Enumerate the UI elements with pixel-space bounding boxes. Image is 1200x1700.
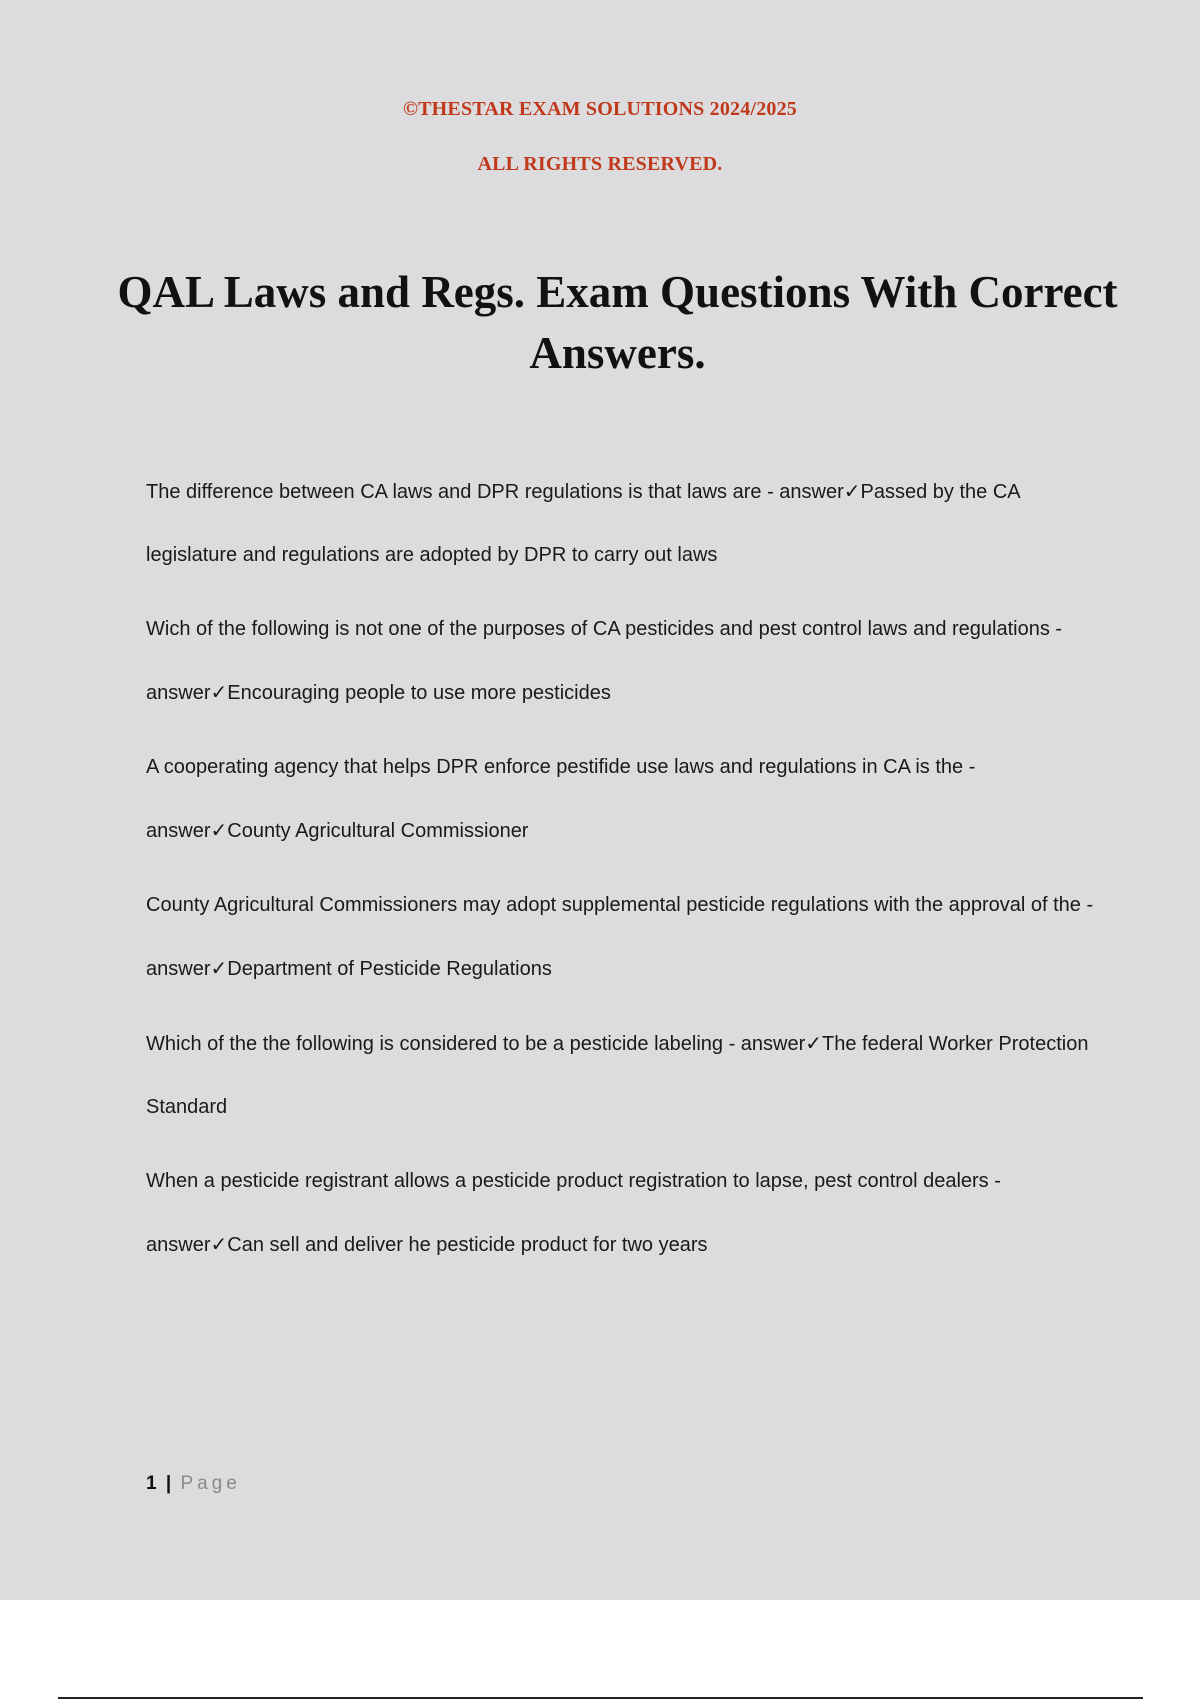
copyright-header: ©THESTAR EXAM SOLUTIONS 2024/2025 bbox=[402, 98, 797, 120]
question-text: The difference between CA laws and DPR regulations is that laws are - answer bbox=[146, 481, 844, 503]
qa-item bbox=[146, 874, 1106, 1001]
qa-item bbox=[146, 736, 1106, 863]
checkmark-icon: ✓ bbox=[210, 956, 228, 980]
document-title: QAL Laws and Regs. Exam Questions With Correct Answers. bbox=[117, 267, 1118, 378]
question-text: When a pesticide registrant allows a pesticide product registration to lapse, pest control dealers - answer bbox=[146, 1170, 1001, 1256]
rights-reserved-header: ALL RIGHTS RESERVED. bbox=[477, 153, 723, 175]
answer-text: The federal Worker Protection Standard bbox=[146, 1033, 1089, 1118]
qa-item bbox=[146, 1150, 1106, 1277]
checkmark-icon: ✓ bbox=[210, 680, 228, 704]
answer-text: Passed by the CA legislature and regulations are adopted by DPR to carry out laws bbox=[146, 481, 1020, 566]
qa-item bbox=[146, 598, 1106, 725]
question-text: Which of the the following is considered to be a pesticide labeling - answer bbox=[146, 1033, 806, 1055]
checkmark-icon: ✓ bbox=[843, 479, 861, 503]
page-number: 1 bbox=[146, 1473, 157, 1494]
page-label: Page bbox=[180, 1473, 241, 1494]
answer-text: Can sell and deliver he pesticide product for two years bbox=[227, 1234, 708, 1256]
bottom-divider bbox=[58, 1697, 1143, 1699]
question-answer-list bbox=[146, 460, 1106, 1288]
qa-item bbox=[146, 460, 1106, 587]
question-text: Wich of the following is not one of the purposes of CA pesticides and pest control laws and regulations - answer bbox=[146, 618, 1063, 704]
checkmark-icon: ✓ bbox=[210, 818, 228, 842]
answer-text: Encouraging people to use more pesticides bbox=[227, 682, 611, 704]
checkmark-icon: ✓ bbox=[210, 1232, 228, 1256]
footer-separator: | bbox=[165, 1473, 172, 1494]
qa-item bbox=[146, 1012, 1106, 1139]
answer-text: County Agricultural Commissioner bbox=[227, 820, 529, 842]
question-text: A cooperating agency that helps DPR enforce pestifide use laws and regulations in CA is the - answer bbox=[146, 756, 976, 842]
page-footer bbox=[146, 1473, 241, 1495]
checkmark-icon: ✓ bbox=[805, 1031, 823, 1055]
question-text: County Agricultural Commissioners may adopt supplemental pesticide regulations with the approval of the - answer bbox=[146, 894, 1094, 980]
answer-text: Department of Pesticide Regulations bbox=[227, 958, 552, 980]
